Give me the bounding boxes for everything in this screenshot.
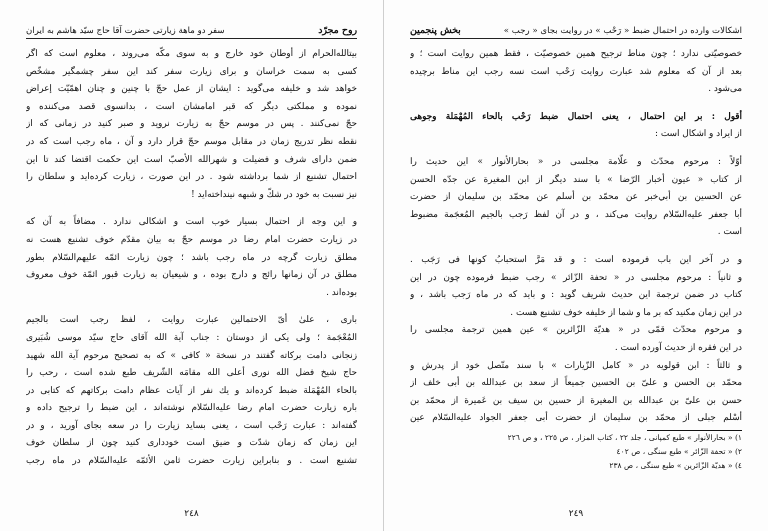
- left-running-header: [26, 22, 357, 39]
- text-line: مطلق در آن زمانها رائج و دارج بوده ، و شيعيان به زيارت قبور ائمّة خوف معروف: [26, 270, 357, 281]
- text-line: احتمال تشنيع از شما برداشته شود . در اين صورت ، زيارت كرده‌ايد و سلطان را: [26, 172, 357, 183]
- text-line: أبا جعفر عليه‌السّلام روايت مى‌كند ، و در آن لفظ رَجب بالجيم المُعجَمة مضبوط: [410, 209, 742, 220]
- text-line: و مرحوم محدّث قمّى در « هديّة الزّائرين » عين همين ترجمة مجلسى را: [410, 325, 742, 336]
- left-header-subtitle: سفر دو ماهة زيارتى حضرت آقا حاج سيّد هاشم به ايران: [26, 26, 225, 36]
- text-line: مى‌شود .: [708, 84, 742, 95]
- text-line: بعد از آن كه معلوم شد عبارت روايت رَحْب است نسه رجب اين مناط برچيده: [410, 66, 742, 77]
- footnote: ١) « بحارالأنوار » طبع كمپانى ، جلد ٢٢ ، كتاب المزار ، ص ٢٢٥ ، و ص ٢٢٦: [507, 433, 742, 442]
- right-page: [384, 0, 768, 531]
- text-line: أسْلم جبلى از محمّد بن سليمان از حضرت أبى جعفر الجواد عليه‌السّلام عين: [410, 413, 742, 424]
- left-body-text: [26, 46, 357, 471]
- text-line: در زيارت حضرت امام رضا در موسم حجّ به بيان مقدّم خوف تشنيع هست نه: [26, 234, 357, 245]
- left-header-title: روح مجرّد: [318, 25, 357, 36]
- text-line: تشنيع است . و بنابراين زيارت حضرت ثامن الأئمّه عليه‌السّلام در ماه رجب: [26, 456, 357, 467]
- text-line: نموده و مملكتى ديگر كه قبر امامشان است ، بدانسوى قصد مى‌كننده و: [26, 101, 357, 112]
- footnotes: [410, 430, 742, 473]
- left-page-number: ٢٤٨: [184, 509, 199, 519]
- text-line: أقول : بر اين احتمال ، يعنى احتمال ضبط رَحْب بالحاء المُهْمَلة وجوهى: [410, 111, 742, 122]
- text-line: محمّد بن الحسن و علىّ بن الحسين جميعاً از سعد بن عبدالله بن أبى خلف از: [410, 378, 742, 389]
- footnote: ٢) « تحفة الزّائر » طبع سنگى ، ص ٤٠٢: [616, 447, 742, 456]
- text-line: بيتالله‌الحرام از أوطان خود خارج و به سوى مكّه مى‌روند ، معلوم است كه اگر: [26, 49, 357, 59]
- text-line: عن الحسين بن أبي‌خبر عن محمّد بن أسلم عن محمّد بن سليمان از حضرت: [410, 192, 742, 203]
- right-body-text: [410, 46, 742, 428]
- text-line: و در آخر اين باب فرموده است : و قد مَرَّ استحبابُ كونها فى رَجَب .: [410, 254, 742, 265]
- text-line: در اين فقره از حديث آورده است .: [614, 342, 742, 353]
- text-line: حجّ نمى‌كنند . پس در موسم حجّ به زيارت نرويد و صبر كنيد در زمانى كه از: [26, 119, 357, 130]
- text-line: است .: [717, 227, 742, 238]
- text-line: حسن بن علىّ بن عبدالله بن المغيرة از حسين بن سيف بن عَميرة از محمّد بن: [410, 395, 742, 406]
- text-line: خصوصيّتى ندارد ؛ چون مناط ترجيح همين خصوصيّت ، فقط همين روايت است ؛ و: [410, 49, 742, 59]
- text-line: باره زيارت حضرت امام رضا عليه‌السّلام نوشته‌اند ، اين ضبط را ترجيح داده و: [26, 403, 357, 414]
- text-line: خواهد شد و خليفه مى‌گويد : ايشان از عمل حجّ با چنين و چنان اهمّيّت إعراض: [26, 84, 357, 95]
- text-line: بوده‌اند .: [326, 287, 357, 298]
- text-line: زنجانى دامت بركاته گفتند در نسخة « كافى » كه به تصحيح مرحوم آية الله شهيد: [26, 350, 357, 361]
- text-line: از كتاب « عيون أخبار الرّضا » با سند ديگر از ابن المغيرة عن جدّه الحسن: [410, 174, 742, 185]
- text-line: أوّلاً : مرحوم محدّث و علّامة مجلسى در « بحارالأنوار » اين حديث را: [410, 156, 742, 167]
- text-line: و ثانياً : مرحوم مجلسى در « تحفة الزّائر » رجب ضبط فرموده چون در اين: [410, 272, 742, 283]
- text-line: حاج شيخ فضل الله نورى أعلى الله مقامَه الشّريف طبع شده است ، رحب را: [26, 368, 357, 379]
- text-line: ضمن داراى شرف و فضيلت و شهرالله الأصبّ است اين حكمت اقتضا كند تا اين: [26, 154, 357, 165]
- text-line: نقطه نظر تدريج زمان در مقابل موسم حجّ قرار دارد و آن ، ماه رجب است كه در: [26, 136, 357, 147]
- footnote: ٤) « هديّة الزّائرين » طبع سنگى ، ص ٢٣٨: [609, 461, 742, 470]
- text-line: گفته‌اند : عبارت رَحْب است ، يعنى بسايد زيارت را در سعه بجاى آوريد ، و در: [26, 420, 357, 431]
- text-line: از ايراد و اشكال است :: [655, 129, 742, 140]
- text-line: و اين وجه از احتمال بسيار خوب است و اشكالى ندارد . مضافاً به آن كه: [26, 217, 357, 228]
- text-line: المُعْجَمة ؛ ولى يكى از دوستان : جناب آية الله آقاى حاج سيّد موسى شُبَيرى: [26, 332, 357, 343]
- text-line: بالحاء المُهْمَلة ضبط كرده‌اند و يك نفر از آيات عظام دامت بركاتهم كه كتابى در: [26, 385, 357, 396]
- text-line: اين زمان كه زمان شدّت و ضيق است خوددارى كنيد چون از سلطان خوف: [26, 438, 357, 449]
- text-line: كتاب در ضمن ترجمة اين حديث شريف گويد : و بايد كه در ماه رَجب باشد ، و: [410, 290, 742, 301]
- right-header-section: بخش پنجمين: [410, 25, 461, 36]
- right-page-number: ٢٤٩: [568, 509, 584, 519]
- text-line: در اين زمان مكنيد كه بر ما و شما از خليفه خوف تشنيع هست .: [510, 307, 742, 318]
- text-line: بارى ، علىٰ أىّ الاحتمالين عبارت روايت ، لفظ رجب است بالجيم: [26, 315, 357, 326]
- text-line: مطلق زيارت گرچه در ماه رجب باشد ؛ چون زيارت ائمّه عليهم‌السّلام بطور: [26, 252, 357, 263]
- text-line: نيز نسبت به خود در شكّ و شبهه نينداخته‌ايد !: [191, 189, 357, 200]
- right-running-header: [410, 22, 742, 39]
- text-line: كسى به سمت خراسان و براى زيارت سفر كند اين سفر چشمگير مشخّص: [26, 66, 357, 77]
- right-header-title: اشكالات وارده در احتمال ضبط « رَحْب » در روايت بجاى « رجب »: [503, 26, 742, 36]
- text-line: و ثالثاً : ابن قولويه در « كامل الزّيارات » با سند متّصل خود از پدرش و: [410, 360, 742, 371]
